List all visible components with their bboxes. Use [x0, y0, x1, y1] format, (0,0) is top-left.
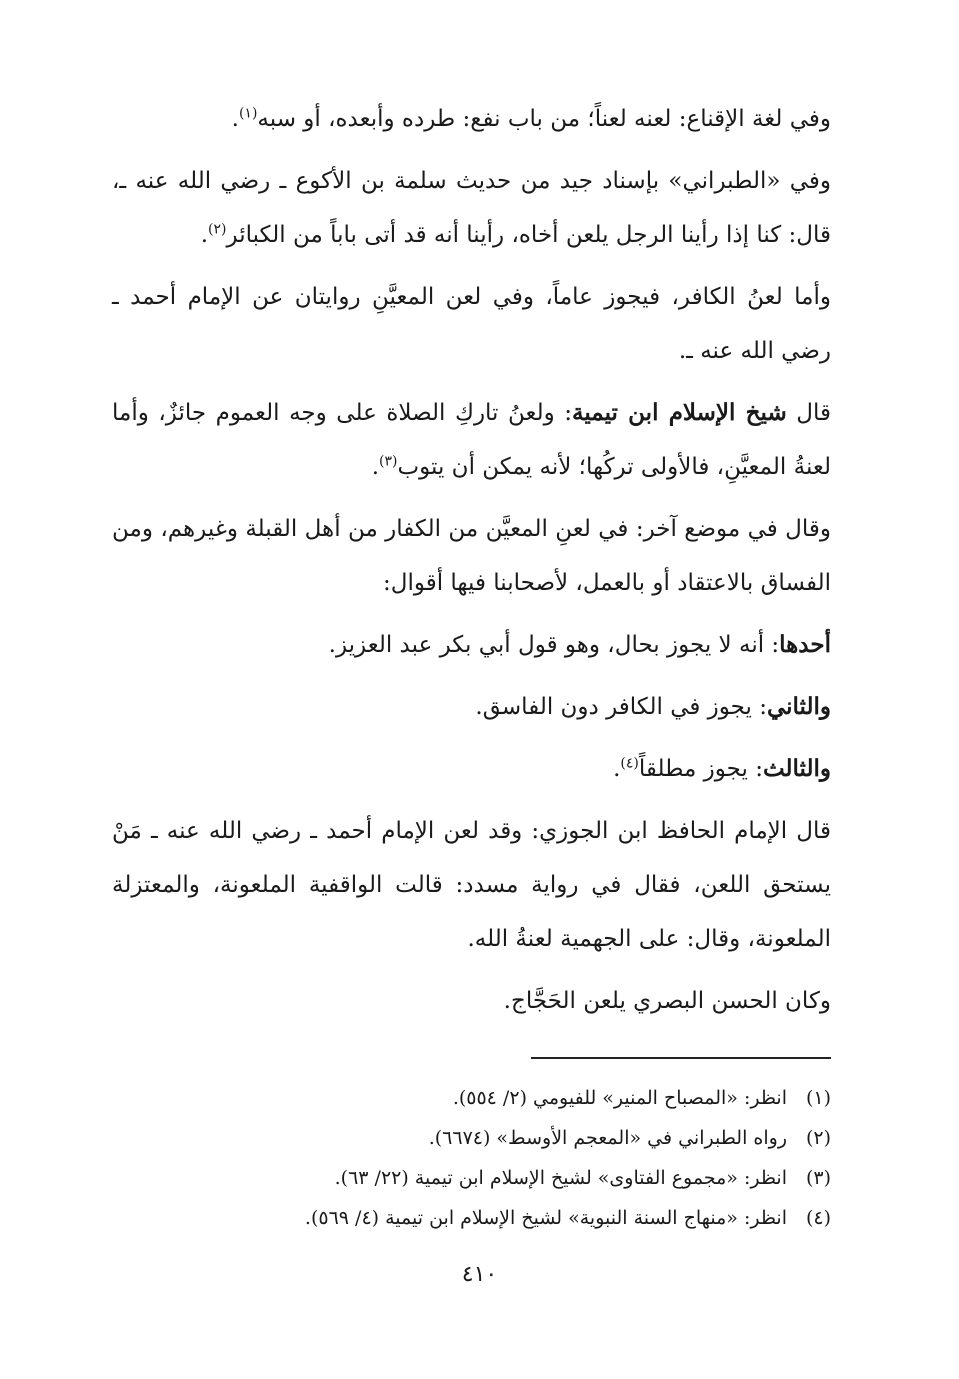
paragraph-7-text: : يجوز في الكافر دون الفاسق.	[475, 694, 767, 720]
footnote-2	[112, 1118, 831, 1158]
footnote-1	[112, 1078, 831, 1118]
paragraph-1-tail: .	[231, 106, 239, 132]
paragraph-4-tail: .	[371, 454, 380, 480]
paragraph-2-text: وفي «الطبراني» بإسناد جيد من حديث سلمة بن الأكوع ـ رضي الله عنه ـ، قال: كنا إذا رأينا الرجل يلعن أخاه، رأينا أنه قد أتى باباً من الكبائر	[112, 168, 831, 248]
paragraph-8-text: : يجوز مطلقاً	[638, 756, 763, 782]
footnote-3	[112, 1158, 831, 1198]
footnote-ref-3: (٣)	[379, 453, 398, 470]
paragraph-9-text: قال الإمام الحافظ ابن الجوزي: وقد لعن الإمام أحمد ـ رضي الله عنه ـ مَنْ يستحق اللعن، فقال في رواية مسدد: قالت الواقفية الملعونة، والمعتزلة الملعونة، وقال: على الجهمية لعنةُ الله.	[112, 818, 831, 952]
paragraph-4-text: : ولعنُ تاركِ الصلاة على وجه العموم جائزٌ، وأما لعنةُ المعيَّنِ، فالأولى تركُها؛ لأنه يمكن أن يتوب	[112, 400, 831, 480]
footnote-1-number: (١)	[805, 1087, 831, 1109]
paragraph-7-bold: والثاني	[766, 693, 831, 720]
paragraph-4	[112, 386, 831, 494]
paragraph-8-tail: .	[613, 756, 621, 782]
paragraph-7	[112, 680, 831, 734]
paragraph-5-text: وقال في موضع آخر: في لعنِ المعيَّن من الكفار من أهل القبلة وغيرهم، ومن الفساق بالاعتقاد أو بالعمل، لأصحابنا فيها أقوال:	[112, 516, 831, 596]
footnote-ref-4: (٤)	[620, 755, 639, 772]
paragraph-8-bold: والثالث	[762, 755, 831, 782]
paragraph-6-text: : أنه لا يجوز بحال، وهو قول أبي بكر عبد العزيز.	[328, 632, 780, 658]
paragraph-3	[112, 270, 831, 378]
paragraph-6-bold: أحدها	[779, 631, 831, 658]
footnote-1-text: انظر: «المصباح المنير» للفيومي (٢/ ٥٥٤).	[452, 1087, 787, 1109]
footnote-4	[112, 1198, 831, 1238]
footnote-divider	[531, 1057, 831, 1059]
footnote-3-text: انظر: «مجموع الفتاوى» لشيخ الإسلام ابن تيمية (٢٢/ ٦٣).	[334, 1167, 787, 1189]
footnote-4-number: (٤)	[805, 1207, 831, 1229]
main-text	[112, 92, 831, 1036]
footnote-ref-2: (٢)	[208, 221, 227, 238]
paragraph-8	[112, 742, 831, 796]
paragraph-4-bold: شيخ الإسلام ابن تيمية	[572, 399, 787, 426]
paragraph-2	[112, 154, 831, 262]
paragraph-3-text: وأما لعنُ الكافر، فيجوز عاماً، وفي لعن المعيَّنِ روايتان عن الإمام أحمد ـ رضي الله عنه ـ.	[112, 284, 831, 364]
paragraph-5	[112, 502, 831, 610]
paragraph-4-lead: قال	[786, 400, 831, 426]
footnote-3-number: (٣)	[805, 1167, 831, 1189]
paragraph-6	[112, 618, 831, 672]
paragraph-1-text: وفي لغة الإقناع: لعنه لعناً؛ من باب نفع: طرده وأبعده، أو سبه	[257, 106, 831, 132]
paragraph-2-tail: .	[200, 222, 209, 248]
page-number: ٤١٠	[461, 1262, 498, 1287]
paragraph-1	[112, 92, 831, 146]
paragraph-10-text: وكان الحسن البصري يلعن الحَجَّاج.	[503, 988, 831, 1014]
footnote-4-text: انظر: «منهاج السنة النبوية» لشيخ الإسلام ابن تيمية (٤/ ٥٦٩).	[304, 1207, 787, 1229]
paragraph-9	[112, 804, 831, 966]
footnote-ref-1: (١)	[238, 105, 258, 122]
footnotes	[112, 1078, 831, 1238]
paragraph-10	[112, 974, 831, 1028]
footnote-2-text: رواه الطبراني في «المعجم الأوسط» (٦٦٧٤).	[428, 1127, 787, 1149]
footnote-2-number: (٢)	[805, 1127, 831, 1149]
